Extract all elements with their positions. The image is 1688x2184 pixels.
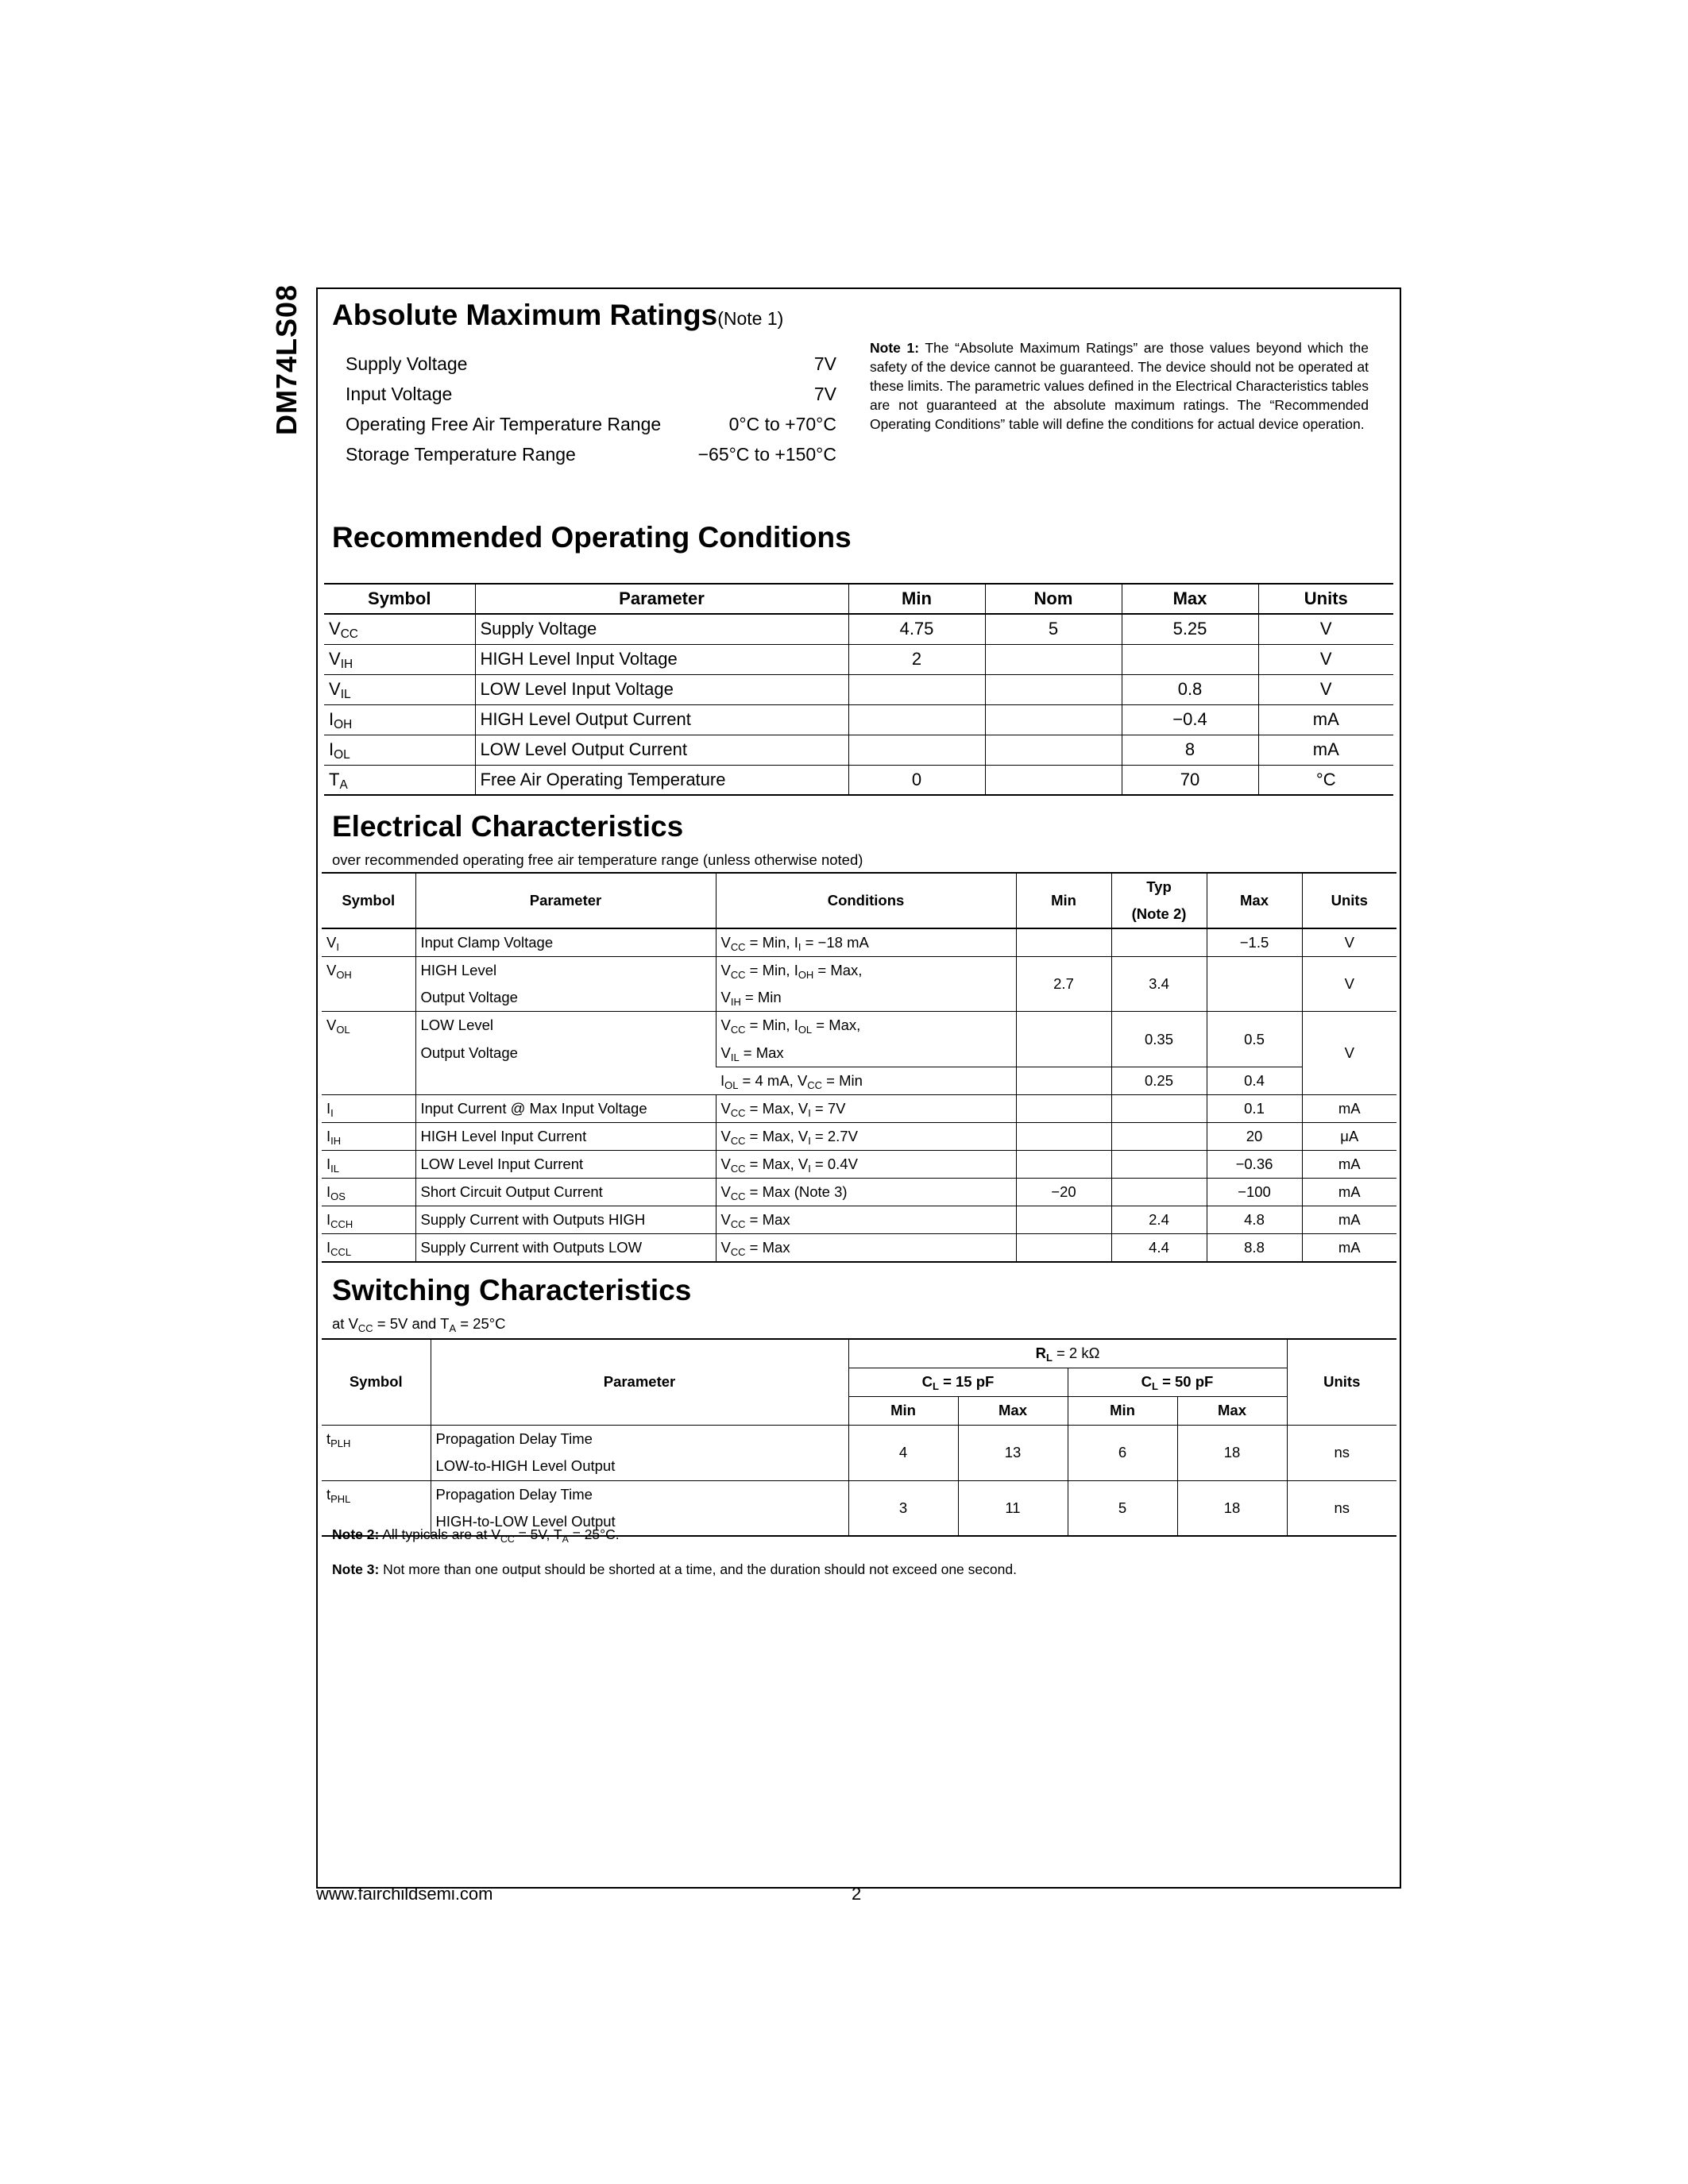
ec-header: Typ (Note 2) bbox=[1111, 873, 1207, 928]
sw-header: Parameter bbox=[431, 1339, 848, 1425]
table-row: $I_{CCH}$ Supply Current with Outputs HIGH $V_{CC}$ = Max 2.4 4.8 mA bbox=[322, 1206, 1396, 1233]
table-row: $I_{IL}$ LOW Level Input Current $V_{CC}$ = Max, $V_I = 0.4V$ −0.36 mA bbox=[322, 1150, 1396, 1178]
table-row: $V_{OH}$ HIGH Level $V_{CC}$ = Min, $I_{OH}$ = Max, 2.7 3.4 V bbox=[322, 957, 1396, 985]
table-row: $V_{OL}$ LOW Level $V_{CC}$ = Min, $I_{OL}$ = Max, 0.35 0.5 V bbox=[322, 1012, 1396, 1040]
table-row: Output Voltage $V_{IL}$ = Max bbox=[322, 1040, 1396, 1067]
note-2: Note 2: All typicals are at $V_{CC} = 5V$, $T_A = 25^\circ C$. bbox=[332, 1526, 620, 1545]
roc-header: Nom bbox=[985, 584, 1122, 614]
sw-header: Units bbox=[1287, 1339, 1396, 1425]
sw-header-cl15: $C_L = 15$ pF bbox=[848, 1368, 1068, 1396]
page-number: 2 bbox=[852, 1884, 862, 1904]
roc-header: Units bbox=[1258, 584, 1393, 614]
footer-url[interactable]: www.fairchildsemi.com bbox=[316, 1884, 493, 1904]
amr-row: Storage Temperature Range −65°C to +150°C bbox=[346, 444, 836, 465]
part-number-vertical: DM74LS08 bbox=[270, 284, 303, 435]
sw-title: Switching Characteristics bbox=[332, 1274, 692, 1306]
amr-row: Input Voltage 7V bbox=[346, 384, 836, 404]
ec-subtitle: over recommended operating free air temperature range (unless otherwise noted) bbox=[332, 851, 863, 868]
table-row: $I_{IH}$ HIGH Level Input Current $V_{CC}$ = Max, $V_I = 2.7V$ 20 μA bbox=[322, 1122, 1396, 1150]
ec-header: Units bbox=[1302, 873, 1396, 928]
table-row: $I_{OL} = 4$ mA, $V_{CC}$ = Min 0.25 0.4 bbox=[322, 1067, 1396, 1094]
table-row: $I_{OS}$ Short Circuit Output Current $V_{CC}$ = Max (Note 3) −20 −100 mA bbox=[322, 1178, 1396, 1206]
table-row: $V_{CC}$ Supply Voltage 4.75 5 5.25 V bbox=[324, 614, 1393, 644]
amr-row: Operating Free Air Temperature Range 0°C to +70°C bbox=[346, 414, 836, 434]
ec-header: Conditions bbox=[716, 873, 1016, 928]
table-row: $t_{PLH}$ Propagation Delay Time LOW-to-HIGH Level Output 4 13 6 18 ns bbox=[322, 1425, 1396, 1480]
table-row: $I_{CCL}$ Supply Current with Outputs LOW $V_{CC}$ = Max 4.4 8.8 mA bbox=[322, 1233, 1396, 1262]
table-row: $T_A$ Free Air Operating Temperature 0 70 °C bbox=[324, 765, 1393, 795]
ec-header: Max bbox=[1207, 873, 1302, 928]
roc-header: Symbol bbox=[324, 584, 475, 614]
sw-header-rl: $R_L = 2$ kΩ bbox=[848, 1339, 1287, 1368]
table-row: $t_{PHL}$ Propagation Delay Time HIGH-to-LOW Level Output 3 11 5 18 ns bbox=[322, 1480, 1396, 1536]
sw-header-cl50: $C_L = 50$ pF bbox=[1068, 1368, 1287, 1396]
ec-header: Parameter bbox=[415, 873, 716, 928]
table-row: Output Voltage $V_{IH}$ = Min bbox=[322, 984, 1396, 1012]
sw-header: Max bbox=[1177, 1396, 1287, 1425]
ec-title: Electrical Characteristics bbox=[332, 810, 684, 843]
table-row: $I_{OH}$ HIGH Level Output Current −0.4 mA bbox=[324, 704, 1393, 735]
table-row: $I_{OL}$ LOW Level Output Current 8 mA bbox=[324, 735, 1393, 765]
sw-header: Min bbox=[848, 1396, 958, 1425]
sw-header: Symbol bbox=[322, 1339, 431, 1425]
amr-title: Absolute Maximum Ratings(Note 1) bbox=[332, 299, 784, 331]
table-row: $V_{IL}$ LOW Level Input Voltage 0.8 V bbox=[324, 674, 1393, 704]
note-3: Note 3: Not more than one output should be shorted at a time, and the duration should not exceed one second. bbox=[332, 1561, 1017, 1577]
amr-note-ref: (Note 1) bbox=[717, 308, 784, 329]
table-row: $I_I$ Input Current @ Max Input Voltage $V_{CC}$ = Max, $V_I = 7V$ 0.1 mA bbox=[322, 1094, 1396, 1122]
sw-header: Min bbox=[1068, 1396, 1177, 1425]
table-row: $V_{IH}$ HIGH Level Input Voltage 2 V bbox=[324, 644, 1393, 674]
ec-header: Symbol bbox=[322, 873, 415, 928]
ec-header: Min bbox=[1016, 873, 1111, 928]
table-row: $V_I$ Input Clamp Voltage $V_{CC}$ = Min, $I_I = -18$ mA −1.5 V bbox=[322, 928, 1396, 957]
ec-table bbox=[322, 872, 1396, 1263]
roc-title: Recommended Operating Conditions bbox=[332, 521, 852, 554]
amr-row: Supply Voltage 7V bbox=[346, 353, 836, 374]
roc-header: Parameter bbox=[475, 584, 848, 614]
sw-header: Max bbox=[958, 1396, 1068, 1425]
roc-table bbox=[324, 583, 1393, 796]
roc-header: Min bbox=[848, 584, 985, 614]
note-1: Note 1: The “Absolute Maximum Ratings” are those values beyond which the safety of the device cannot be guaranteed. The device should not be operated at these limits. The parametric values defined in the Electrical Characteristics tables are not guaranteed at the absolute maximum ratings. The “Recommended Operating Conditions” table will define the conditions for actual device operation. bbox=[870, 340, 1369, 432]
sw-subtitle: at $V_{CC} = 5V$ and $T_A = 25^\circ C$ bbox=[332, 1315, 506, 1334]
roc-header: Max bbox=[1122, 584, 1258, 614]
sw-table bbox=[322, 1338, 1396, 1537]
